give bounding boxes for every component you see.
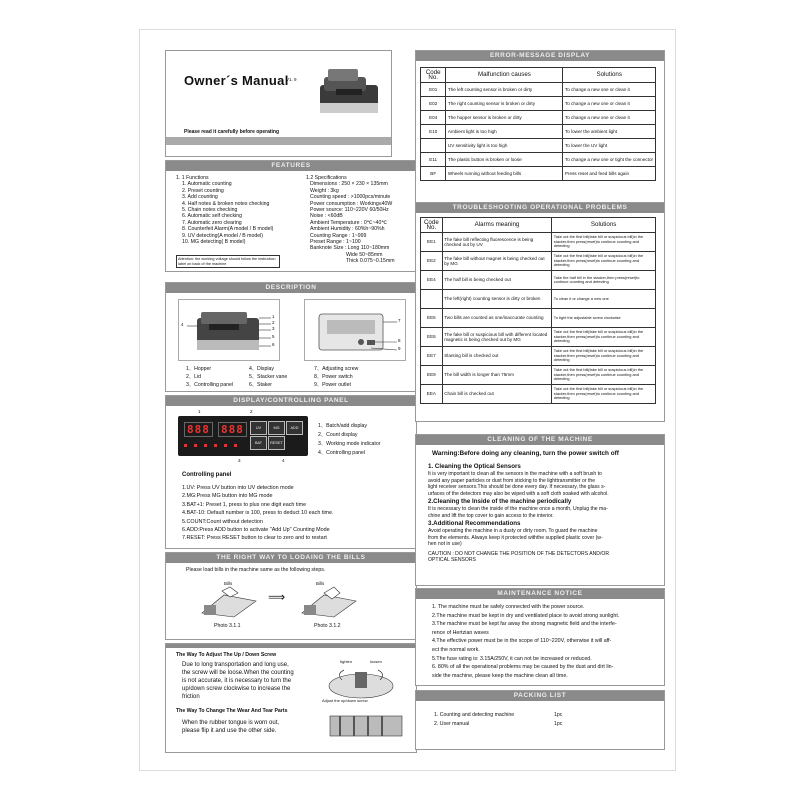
ts-row xyxy=(421,271,656,290)
callout-3: 3 xyxy=(272,326,275,331)
error-cell: E11 xyxy=(421,153,446,167)
ts-row xyxy=(421,328,656,347)
legend-item: 4、Display xyxy=(248,366,275,372)
error-row xyxy=(421,153,656,167)
ts-cell: The fake bill reflecting fluorescence is being checked out by UV xyxy=(442,233,552,252)
error-cell: The right counting sensor is broken or dirty xyxy=(446,97,563,111)
function-item: 4. Half notes & broken notes checking xyxy=(182,200,270,207)
photo-caption-1: Photo 3.1.1 xyxy=(214,623,241,629)
ts-row xyxy=(421,366,656,385)
cleaning-s2-title: 2.Cleaning the Inside of the machine periodically xyxy=(428,498,572,505)
screw-top-rule xyxy=(166,644,416,648)
callout-7: 7 xyxy=(398,318,401,323)
error-cell: To lower the ambient light xyxy=(563,125,656,139)
maintenance-item: 2.The machine must be kept in dry and ventilated place to avoid strong sunlight. xyxy=(432,612,620,619)
legend-item: 6、Staker xyxy=(248,382,273,388)
legend-row xyxy=(186,381,296,389)
error-table xyxy=(420,67,656,181)
attention-box: Attention: the working voltage should follow the instruction label on back of the machine xyxy=(176,255,280,268)
panel-callout-1: 1 xyxy=(198,409,201,414)
ts-cell: The half bill is being checked out xyxy=(442,271,552,290)
ts-row xyxy=(421,233,656,252)
ts-row xyxy=(421,252,656,271)
cp-line: 7.RESET: Press RESET button to clear to zero and to restart xyxy=(182,535,327,542)
title-panel xyxy=(165,50,392,157)
cleaning-caution: CAUTION : DO NOT CHANGE THE POSITION OF THE DETECTORS AND/OR OPTICAL SENSORS xyxy=(428,550,610,563)
packing-item xyxy=(434,720,654,729)
controlling-panel-lines xyxy=(182,484,412,543)
callout-5: 5 xyxy=(272,334,275,339)
key-uv-button[interactable]: UV xyxy=(250,421,267,435)
cleaning-warning: Warning:Before doing any cleaning, turn the power switch off xyxy=(432,450,619,457)
ts-cell: The fake bill without magnet is being checked out by MG xyxy=(442,252,552,271)
error-cell: To change a new one or clean it xyxy=(563,111,656,125)
error-col-header: Code No. xyxy=(421,68,446,83)
screw-caption: Adjust the up/down screw xyxy=(322,698,368,703)
function-item: 10. MG detecting( B model) xyxy=(182,239,246,246)
error-cell: To change a new one or tight the connector xyxy=(563,153,656,167)
ts-cell: To clean it or change a new one xyxy=(552,290,656,309)
error-cell: To lower the UV light xyxy=(563,139,656,153)
key-reset-button[interactable]: RESET xyxy=(268,436,285,450)
panel-legend-item: 4、Controlling panel xyxy=(318,450,366,456)
ts-cell: EE9 xyxy=(421,366,443,385)
screw-panel xyxy=(165,643,417,753)
error-col-header: Malfunction causes xyxy=(446,68,563,83)
error-cell: E02 xyxy=(421,97,446,111)
count-display: 888 xyxy=(218,422,247,437)
maintenance-item: 6. 80% of all the operational problems may be caused by the dust and dirt lin- xyxy=(432,664,614,671)
spec-item: Power consumption : Working≤40W xyxy=(310,200,393,207)
spec-item: Counting Range : 1~999 xyxy=(310,232,367,239)
batch-display: 888 xyxy=(184,422,213,437)
manual-subtitle: Please read it carefully before operating xyxy=(184,129,280,135)
error-row xyxy=(421,111,656,125)
cleaning-line: light receiver sensors.This should be done every day. If necessary, the glass s- xyxy=(428,484,606,490)
error-cell: Press reset and feed bills again xyxy=(563,167,656,181)
error-col-header: Solutions xyxy=(563,68,656,83)
ts-cell: The left(right) counting sensor is dirty or broken xyxy=(442,290,552,309)
error-row xyxy=(421,97,656,111)
manual-title: Owner´s Manual xyxy=(184,73,289,88)
features-panel xyxy=(165,160,417,272)
ts-row xyxy=(421,309,656,328)
ts-cell: Two bills are counted as one/inaccurate counting xyxy=(442,309,552,328)
cleaning-s3-title: 3.Additional Recommendations xyxy=(428,520,521,527)
maintenance-item: 1. The machine must be safely connected with the power source. xyxy=(432,604,585,610)
mode-indicators xyxy=(184,444,244,447)
rubber-tongue-illustration xyxy=(326,706,406,746)
troubleshooting-header: TROUBLESHOOTING OPERATIONAL PROBLEMS xyxy=(416,203,664,213)
key-add-button[interactable]: ADD xyxy=(286,421,303,435)
legend-row xyxy=(186,365,296,373)
ts-row xyxy=(421,385,656,404)
cleaning-panel xyxy=(415,434,665,586)
error-cell: The left counting sensor is broken or dirty xyxy=(446,83,563,97)
maintenance-item: 4.The effective power must be in the scope of 110~220V, otherwise it will aff- xyxy=(432,638,612,645)
packing-item-qty: 1pc xyxy=(554,721,563,727)
description-header: DESCRIPTION xyxy=(166,283,416,293)
spec-item: Noise : <60dB xyxy=(310,213,343,220)
ts-cell: EE2 xyxy=(421,252,443,271)
ts-cell: The fake bill or suspicious bill with different located magnetic is being checked out by MG xyxy=(442,328,552,347)
control-panel-illustration xyxy=(178,416,308,456)
loading-panel xyxy=(165,552,417,640)
ts-col-header: Solutions xyxy=(552,218,656,233)
maintenance-header: MAINTENANCE NOTICE xyxy=(416,589,664,599)
ts-cell: Take out the first bill(fake bill or suspicious bill)in the stacker,then press(reset)to continue counting and detecting xyxy=(552,385,656,404)
panel-legend-item: 1、Batch/add display xyxy=(318,423,368,429)
cleaning-line: chine and lift the top cover to gain access to the interior. xyxy=(428,512,554,519)
function-item: 7. Automatic zero clearing xyxy=(182,219,242,226)
ts-cell: Take out the first bill(fake bill or suspicious bill)in the stacker,then press(reset)to continue counting and detecting xyxy=(552,347,656,366)
panel-callout-3: 3 xyxy=(238,458,241,463)
specs-list xyxy=(306,175,414,265)
function-item: 1. Automatic counting xyxy=(182,181,232,188)
ts-cell: Take out the first bill(fake bill or suspicious bill)in the stacker,then press(reset)to continue counting and detecting xyxy=(552,252,656,271)
maintenance-item: ect the normal work. xyxy=(432,646,480,653)
spec-item: Power source: 110~220V 60/50Hz xyxy=(310,207,389,214)
arrow-icon: ⟹ xyxy=(268,590,286,604)
legend-item: 8、Power switch xyxy=(314,374,353,380)
photo-caption-2: Photo 3.1.2 xyxy=(314,623,341,629)
legend-row xyxy=(186,373,296,381)
cleaning-line: It is necessary to clean the inside of the machine once a month, Unplug the ma- xyxy=(428,506,608,512)
spec-item: Ambient Humidity : 60%h~90%h xyxy=(310,226,385,233)
screw-illustration xyxy=(314,656,408,704)
specs-title: 1.2 Specifications xyxy=(306,175,347,181)
packing-item xyxy=(434,711,654,720)
error-row xyxy=(421,167,656,181)
callout-8: 8 xyxy=(398,338,401,343)
spec-item: Weight : 3kg xyxy=(310,187,339,194)
screw-title-1: The Way To Adjust The Up / Down Screw xyxy=(176,652,277,658)
display-panel xyxy=(165,395,417,549)
ts-cell: Chain bill is checked out xyxy=(442,385,552,404)
legend-item: 3、Controlling panel xyxy=(186,382,234,388)
error-cell: E10 xyxy=(421,125,446,139)
maintenance-item: 3.The machine must be kept far away the strong magnetic field and the interfe- xyxy=(432,621,617,628)
description-panel xyxy=(165,282,417,392)
callout-6: 6 xyxy=(272,342,275,347)
key-mg-button[interactable]: MG xyxy=(268,421,285,435)
ts-cell: EE4 xyxy=(421,271,443,290)
callout-9: 9 xyxy=(398,346,401,351)
cp-line: 5.COUNT:Count without detection xyxy=(182,518,263,525)
function-item: 6. Automatic self checking xyxy=(182,213,242,220)
function-item: 3. Add counting xyxy=(182,194,218,201)
error-cell: The plastic button is broken or loose xyxy=(446,153,563,167)
ts-cell: EE7 xyxy=(421,347,443,366)
loading-header: THE RIGHT WAY TO LODAING THE BILLS xyxy=(166,553,416,563)
legend-item: 7、Adjusting screw xyxy=(314,366,359,372)
ts-cell: Take out the first bill(fake bill or suspicious bill)in the stacker,then press(reset)to continue counting and detecting xyxy=(552,328,656,347)
description-legend-right xyxy=(314,365,414,389)
error-cell: BF xyxy=(421,167,446,181)
legend-item: 2、Lid xyxy=(186,374,201,380)
function-item: 8. Counterfeit Alarm(A model / B model) xyxy=(182,226,274,233)
functions-title: 1. 1 Functions xyxy=(176,175,209,181)
error-row xyxy=(421,83,656,97)
screw-title-2: The Way To Change The Wear And Tear Parts xyxy=(176,708,288,714)
spec-item: Wide 50~85mm xyxy=(346,251,383,258)
ts-col-header: Code No. xyxy=(421,218,443,233)
title-rule xyxy=(166,137,391,145)
ts-cell: Slanting bill is checked out xyxy=(442,347,552,366)
screw-line: the screw will be loose.When the counting xyxy=(182,670,294,676)
error-cell: E04 xyxy=(421,111,446,125)
bills-label-2: Bills xyxy=(316,581,325,586)
cleaning-header: CLEANING OF THE MACHINE xyxy=(416,435,664,445)
panel-callout-4: 4 xyxy=(282,458,285,463)
ts-cell: The bill width is longer than 75mm xyxy=(442,366,552,385)
error-row xyxy=(421,125,656,139)
maintenance-panel xyxy=(415,588,665,686)
manual-sheet xyxy=(140,30,675,770)
maintenance-item: side the machine, please keep the machine clean all time. xyxy=(432,672,568,679)
cleaning-line: hen not in use) xyxy=(428,541,462,547)
panel-callout-2: 2 xyxy=(250,409,253,414)
error-panel xyxy=(415,50,665,207)
ts-row xyxy=(421,347,656,366)
cleaning-s1-title: 1. Cleaning the Optical Sensors xyxy=(428,463,521,470)
panel-legend-item: 2、Count display xyxy=(318,432,358,438)
ts-cell: EE6 xyxy=(421,328,443,347)
display-panel-legend xyxy=(318,422,414,458)
cleaning-line: It is very important to clean all the sensors in the machine with a soft brush to xyxy=(428,471,602,477)
description-legend-left xyxy=(186,365,296,389)
spec-item: Banknote Size : Long 110~180mm xyxy=(310,245,390,252)
error-cell: Wheels running without feeding bills xyxy=(446,167,563,181)
panel-legend-item: 3、Working mode indicator xyxy=(318,441,381,447)
legend-item: 9、Power outlet xyxy=(314,382,351,388)
screw-body-1 xyxy=(182,661,312,701)
screw-line: is not accurate, it is necessary to turn the xyxy=(182,678,292,684)
packing-item-name: 2. User manual xyxy=(434,721,470,727)
ts-cell: EE1 xyxy=(421,233,443,252)
error-cell: To change a new one or clean it xyxy=(563,83,656,97)
spec-item: Dimensions : 250 × 230 × 135mm xyxy=(310,181,388,188)
maintenance-item: rence of Hertzian waves xyxy=(432,629,489,636)
ts-cell: EE5 xyxy=(421,309,443,328)
cleaning-line: avoid any paper particles or dust from sticking to the lighttransmitter or the xyxy=(428,477,596,484)
loading-illustration-2 xyxy=(294,579,364,619)
screw-line: friction xyxy=(182,694,200,700)
controlling-panel-title: Controlling panel xyxy=(182,472,232,478)
version-label: V1. 9 xyxy=(286,77,297,82)
spec-item: Counting speed : >1000pcs/minute xyxy=(310,194,391,201)
ts-cell: To tight the adjustable screw clockwise xyxy=(552,309,656,328)
ts-col-header: Alarms meaning xyxy=(442,218,552,233)
error-row xyxy=(421,139,656,153)
bills-label-1: Bills xyxy=(224,581,233,586)
machine-front-illustration xyxy=(178,299,280,361)
cleaning-line: from the elements. Always keep it protected withthe supplied plastic cover (w- xyxy=(428,534,603,541)
screw-body-2 xyxy=(182,719,312,735)
troubleshooting-table xyxy=(420,217,656,404)
maintenance-item: 5.The fuse rating is: 3.15A/250V, it can not be increased or reduced. xyxy=(432,655,592,662)
function-item: 5. Chain notes checking xyxy=(182,207,238,214)
packing-list xyxy=(434,711,654,729)
packing-item-name: 1. Counting and detecting machine xyxy=(434,712,515,718)
callout-4: 4 xyxy=(181,322,184,327)
tighten-label: tighten xyxy=(340,659,353,664)
callout-2: 2 xyxy=(272,320,275,325)
screw-line: up/down screw clockwise to increase the xyxy=(182,686,291,692)
packing-item-qty: 1pc xyxy=(554,712,563,718)
cp-line: 3.BAT+1: Preset 1, press to plus one digit each time xyxy=(182,501,307,508)
loading-instruction: Please load bills in the machine same as the following steps. xyxy=(186,567,326,573)
key-bat-button[interactable]: BAT xyxy=(250,436,267,450)
ts-cell: EEA xyxy=(421,385,443,404)
ts-row xyxy=(421,290,656,309)
troubleshooting-panel xyxy=(415,202,665,422)
cp-line: 4.BAT-10: Default number is 100, press to deduct 10 each time. xyxy=(182,510,334,517)
display-panel-header: DISPLAY/CONTROLLING PANEL xyxy=(166,396,416,406)
legend-item: 1、Hopper xyxy=(186,366,212,372)
legend-item: 5、Stacker vane xyxy=(248,374,288,380)
features-header: FEATURES xyxy=(166,161,416,171)
error-cell: The hopper sensor is broken or dirty xyxy=(446,111,563,125)
spec-item: Preset Range : 1~100 xyxy=(310,239,361,246)
cleaning-body xyxy=(428,462,660,564)
spec-item: Thick 0.075~0.15mm xyxy=(346,258,395,265)
function-item: 2. Preset counting xyxy=(182,187,224,194)
packing-header: PACKING LIST xyxy=(416,691,664,701)
loosen-label: loosen xyxy=(370,659,382,664)
cp-line: 2.MG:Press MG button into MG mode xyxy=(182,493,273,500)
ts-cell xyxy=(421,290,443,309)
ts-cell: Take out the first bill(fake bill or suspicious bill)in the stacker,then press(reset)to continue counting and detecting xyxy=(552,233,656,252)
ts-cell: Take the half bill in the stacker,then press(reset)to continue counting and detecting xyxy=(552,271,656,290)
function-item: 9. UV detecting(A model / B model) xyxy=(182,232,264,239)
error-cell xyxy=(421,139,446,153)
screw-line: When the rubber tongue is worn out, xyxy=(182,720,280,726)
error-cell: UV sensitivity light is too high xyxy=(446,139,563,153)
cp-line: 6.ADD:Press ADD button to activate "Add Up" Counting Mode xyxy=(182,527,330,534)
callout-1: 1 xyxy=(272,314,275,319)
cleaning-line: urfaces of the detectors may also be wiped with a soft cloth soaked with alcohol. xyxy=(428,490,609,497)
machine-back-illustration xyxy=(304,299,406,361)
error-cell: E01 xyxy=(421,83,446,97)
error-cell: Ambient light is too high xyxy=(446,125,563,139)
machine-photo xyxy=(314,63,384,119)
screw-line: Due to long transportation and long use, xyxy=(182,662,289,668)
loading-illustration-1 xyxy=(194,579,264,619)
functions-list xyxy=(176,175,296,245)
cp-line: 1.UV: Press UV button into UV detection mode xyxy=(182,485,294,491)
packing-panel xyxy=(415,690,665,750)
maintenance-list xyxy=(432,603,660,680)
screw-line: please flip it and use the other side. xyxy=(182,728,277,734)
ts-cell: Take out the first bill(fake bill or suspicious bill)in the stacker,then press(reset)to continue counting and detecting xyxy=(552,366,656,385)
spec-item: Ambient Temperature : 0℃~40℃ xyxy=(310,219,388,226)
error-header: ERROR-MESSAGE DISPLAY xyxy=(416,51,664,61)
cleaning-line: Avoid operating the machine in a dusty or dirty room. To guard the machine xyxy=(428,528,598,534)
error-cell: To change a new one or clean it xyxy=(563,97,656,111)
